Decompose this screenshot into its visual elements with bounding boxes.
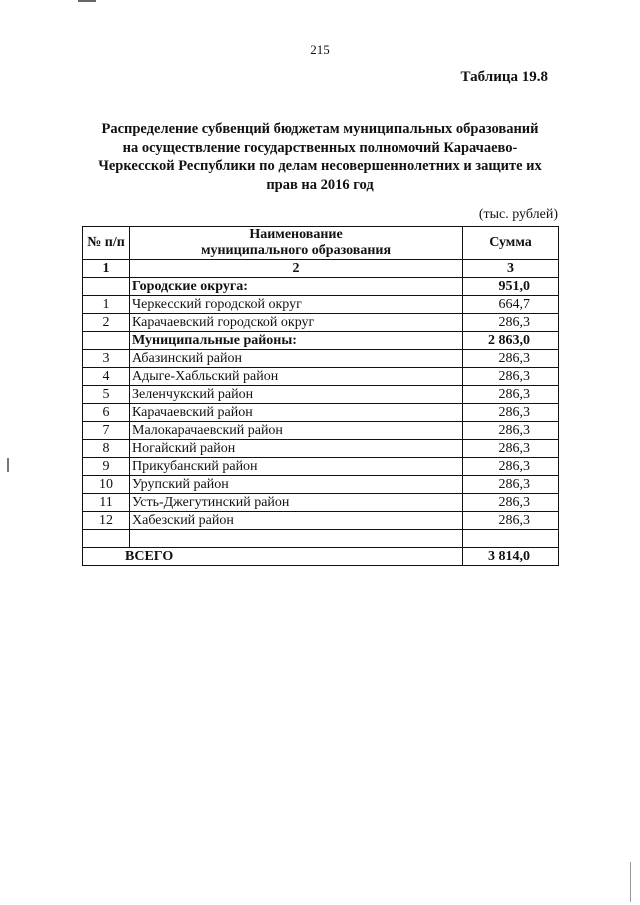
municipality-name: Черкесский городской округ (130, 296, 463, 314)
table-row (83, 278, 559, 296)
title-line: Распределение субвенций бюджетам муниципальных образований (101, 121, 539, 137)
row-number: 11 (83, 494, 130, 512)
municipality-name: Прикубанский район (130, 458, 463, 476)
municipality-name: Урупский район (130, 476, 463, 494)
table-header-row (83, 227, 559, 260)
table-body (83, 278, 559, 530)
row-sum: 286,3 (463, 440, 559, 458)
table-row (83, 440, 559, 458)
table-row (83, 458, 559, 476)
table-row (83, 296, 559, 314)
title-line: на осуществление государственных полномочий Карачаево- (122, 139, 518, 156)
municipality-name: Усть-Джегутинский район (130, 494, 463, 512)
row-sum: 286,3 (463, 404, 559, 422)
table-row (83, 476, 559, 494)
index-cell: 2 (130, 260, 463, 278)
group-name: Муниципальные районы: (130, 332, 463, 350)
table-row (83, 494, 559, 512)
municipality-name: Зеленчукский район (130, 386, 463, 404)
row-number (83, 278, 130, 296)
municipality-name: Малокарачаевский район (130, 422, 463, 440)
blank-cell (463, 530, 559, 548)
scan-artifact-top (78, 0, 96, 2)
row-number: 2 (83, 314, 130, 332)
table-row (83, 404, 559, 422)
row-sum: 286,3 (463, 386, 559, 404)
municipality-name: Карачаевский городской округ (130, 314, 463, 332)
row-sum: 286,3 (463, 512, 559, 530)
row-number: 10 (83, 476, 130, 494)
row-number: 9 (83, 458, 130, 476)
row-sum: 286,3 (463, 494, 559, 512)
table-row (83, 386, 559, 404)
row-number: 8 (83, 440, 130, 458)
column-index-row (83, 260, 559, 278)
row-sum: 664,7 (463, 296, 559, 314)
table-row (83, 512, 559, 530)
municipality-name: Хабезский район (130, 512, 463, 530)
row-sum: 951,0 (463, 278, 559, 296)
row-number: 12 (83, 512, 130, 530)
subvention-table (82, 226, 559, 566)
row-number: 6 (83, 404, 130, 422)
row-number: 1 (83, 296, 130, 314)
row-number: 4 (83, 368, 130, 386)
document-title (70, 120, 570, 194)
row-number: 5 (83, 386, 130, 404)
municipality-name: Ногайский район (130, 440, 463, 458)
header-name-line1: Наименование (249, 227, 343, 242)
units-note: (тыс. рублей) (478, 207, 558, 222)
row-sum: 286,3 (463, 350, 559, 368)
scan-artifact-left (7, 458, 9, 472)
header-name-line2: муниципального образования (200, 243, 392, 258)
index-cell: 1 (83, 260, 130, 278)
row-number: 3 (83, 350, 130, 368)
group-name: Городские округа: (130, 278, 463, 296)
municipality-name: Карачаевский район (130, 404, 463, 422)
row-sum: 286,3 (463, 314, 559, 332)
title-line: прав на 2016 год (266, 176, 374, 193)
municipality-name: Адыге-Хабльский район (130, 368, 463, 386)
blank-cell (83, 530, 130, 548)
row-number: 7 (83, 422, 130, 440)
header-name (130, 227, 463, 260)
blank-row (83, 530, 559, 548)
total-row (83, 548, 559, 566)
header-sum: Сумма (463, 227, 559, 260)
table-label: Таблица 19.8 (460, 69, 548, 85)
table-row (83, 314, 559, 332)
blank-cell (130, 530, 463, 548)
row-sum: 286,3 (463, 368, 559, 386)
header-num: № п/п (83, 227, 130, 260)
title-line: Черкесской Республики по делам несовершеннолетних и защите их (98, 158, 542, 174)
table-row (83, 332, 559, 350)
row-number (83, 332, 130, 350)
total-label: ВСЕГО (83, 548, 463, 566)
table-row (83, 422, 559, 440)
table-row (83, 350, 559, 368)
page-number: 215 (310, 42, 330, 57)
row-sum: 286,3 (463, 458, 559, 476)
total-sum: 3 814,0 (463, 548, 559, 566)
index-cell: 3 (463, 260, 559, 278)
table-row (83, 368, 559, 386)
scan-artifact-right (630, 862, 631, 902)
row-sum: 286,3 (463, 476, 559, 494)
row-sum: 2 863,0 (463, 332, 559, 350)
row-sum: 286,3 (463, 422, 559, 440)
municipality-name: Абазинский район (130, 350, 463, 368)
